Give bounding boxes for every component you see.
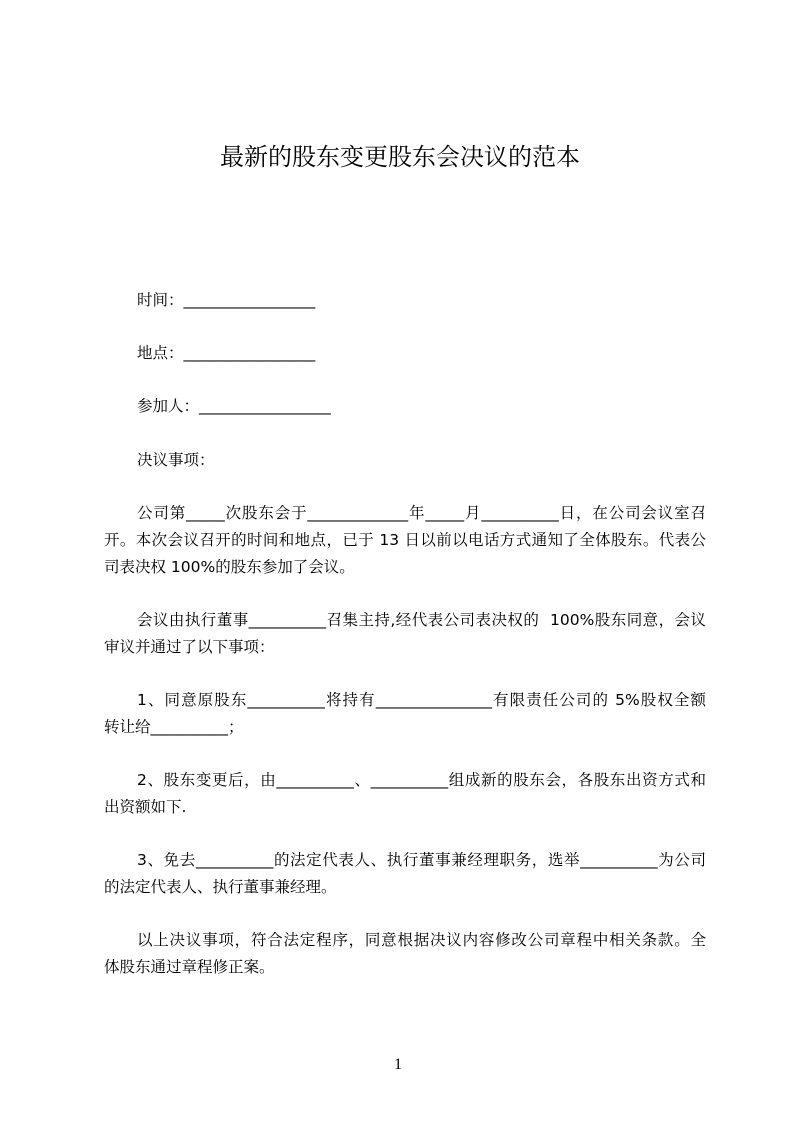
meeting-time-field bbox=[104, 287, 706, 314]
paragraph-line: 以上决议事项，符合法定程序，同意根据决议内容修改公司章程中相关条款。全 bbox=[137, 931, 706, 950]
paragraph-line: 审议并通过了以下事项： bbox=[104, 637, 275, 656]
meeting-participants-field bbox=[104, 393, 706, 420]
meeting-location-field bbox=[104, 340, 706, 367]
document-title: 最新的股东变更股东会决议的范本 bbox=[220, 143, 580, 171]
closing-paragraph bbox=[104, 927, 706, 980]
paragraph-line: 3、免去__________的法定代表人、执行董事兼经理职务，选举__________为公司 bbox=[137, 851, 706, 870]
paragraph-line: 时间：_________________ bbox=[137, 290, 316, 309]
paragraph-line: 转让给__________； bbox=[104, 717, 244, 736]
meeting-chair-paragraph bbox=[104, 607, 706, 660]
resolution-item-3 bbox=[104, 847, 706, 900]
page-number: 1 bbox=[394, 1056, 402, 1073]
paragraph-line: 1、同意原股东__________将持有_______________有限责任公司的 5%股权全额 bbox=[137, 691, 706, 710]
paragraph-line: 司表决权 100%的股东参加了会议。 bbox=[104, 557, 355, 576]
paragraph-line: 决议事项： bbox=[137, 450, 215, 469]
paragraph-line: 2、股东变更后，由__________、__________组成新的股东会，各股东出资方式和 bbox=[137, 771, 706, 790]
paragraph-line: 体股东通过章程修正案。 bbox=[104, 958, 275, 977]
paragraph-line: 地点：_________________ bbox=[137, 344, 316, 363]
paragraph-line: 公司第_____次股东会于_____________年_____月__________日，在公司会议室召 bbox=[137, 504, 706, 523]
paragraph-line: 会议由执行董事__________召集主持,经代表公司表决权的 100%股东同意，会议 bbox=[137, 611, 706, 629]
paragraph-line: 参加人：_________________ bbox=[137, 397, 331, 416]
resolution-item-1 bbox=[104, 687, 706, 740]
resolution-item-2 bbox=[104, 767, 706, 820]
paragraph-line: 出资额如下. bbox=[104, 797, 187, 816]
resolution-heading bbox=[104, 447, 706, 474]
document-body bbox=[104, 287, 706, 1008]
meeting-notice-paragraph bbox=[104, 500, 706, 580]
paragraph-line: 开。本次会议召开的时间和地点，已于 13 日以前以电话方式通知了全体股东。代表公 bbox=[104, 530, 706, 549]
paragraph-line: 的法定代表人、执行董事兼经理。 bbox=[104, 877, 337, 896]
